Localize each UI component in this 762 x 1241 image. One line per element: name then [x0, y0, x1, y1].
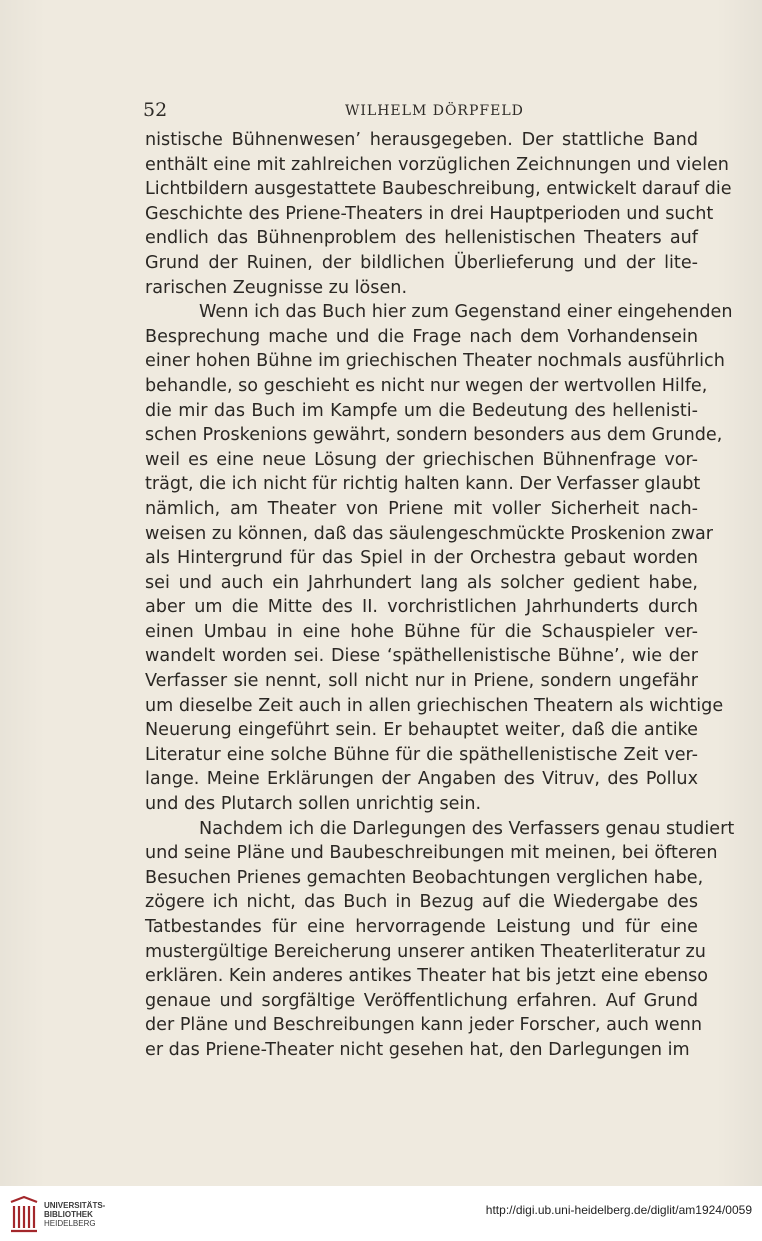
text-line: Verfasser sie nennt, soll nicht nur in Priene, sondern ungefähr	[145, 671, 698, 692]
text-line: sei und auch ein Jahrhundert lang als solcher gedient habe,	[145, 572, 698, 593]
library-name-line-1: UNIVERSITÄTS-	[44, 1201, 106, 1210]
text-line: aber um die Mitte des II. vorchristlichen Jahrhunderts durch	[145, 597, 698, 618]
text-line: Tatbestandes für eine hervorragende Leistung und für eine	[145, 917, 698, 937]
text-line: die mir das Buch im Kampfe um die Bedeutung des hellenisti-	[145, 400, 698, 421]
text-line: Besuchen Prienes gemachten Beobachtungen verglichen habe,	[145, 867, 704, 888]
text-line: erklären. Kein anderes antikes Theater hat bis jetzt eine ebenso	[145, 966, 709, 987]
page-number: 52	[143, 99, 168, 121]
text-line: enthält eine mit zahlreichen vorzüglichen Zeichnungen und vielen	[145, 154, 729, 175]
text-line: und des Plutarch sollen unrichtig sein.	[145, 794, 482, 815]
text-line: nistische Bühnenwesen’ herausgegeben. Der stattliche Band	[145, 130, 698, 150]
library-logo-icon	[8, 1194, 40, 1234]
text-line: nämlich, am Theater von Priene mit voller Sicherheit nach-	[145, 498, 698, 519]
page-header	[143, 99, 703, 125]
text-line: weil es eine neue Lösung der griechischen Bühnenfrage vor-	[145, 449, 698, 470]
text-line: behandle, so geschieht es nicht nur wegen der wertvollen Hilfe,	[145, 375, 708, 396]
text-line: Lichtbildern ausgestattete Baubeschreibung, entwickelt darauf die	[145, 179, 732, 200]
body-text	[145, 128, 735, 1063]
text-line: mustergültige Bereicherung unserer antiken Theaterliteratur zu	[145, 941, 706, 962]
text-line: er das Priene-Theater nicht gesehen hat, den Darlegungen im	[145, 1039, 690, 1060]
text-line: Neuerung eingeführt sein. Er behauptet weiter, daß die antike	[145, 720, 698, 741]
text-line: der Pläne und Beschreibungen kann jeder Forscher, auch wenn	[145, 1015, 703, 1036]
text-line: weisen zu können, daß das säulengeschmückte Proskenion zwar	[145, 523, 713, 544]
text-line: Nachdem ich die Darlegungen des Verfassers genau studiert	[199, 818, 735, 839]
text-line: als Hintergrund für das Spiel in der Orchestra gebaut worden	[145, 548, 698, 569]
text-line: Grund der Ruinen, der bildlichen Überlieferung und der lite-	[145, 252, 698, 273]
text-line: Literatur eine solche Bühne für die späthellenistische Zeit ver-	[145, 744, 698, 765]
text-line: Geschichte des Priene-Theaters in drei Hauptperioden und sucht	[145, 203, 714, 224]
text-line: einen Umbau in eine hohe Bühne für die Schauspieler ver-	[145, 621, 698, 642]
footer-bar	[0, 1186, 762, 1241]
text-line: um dieselbe Zeit auch in allen griechischen Theatern als wichtige	[145, 695, 724, 716]
text-line: schen Proskenions gewährt, sondern besonders aus dem Grunde,	[145, 425, 723, 446]
text-line: wandelt worden sei. Diese ‘späthellenistische Bühne’, wie der	[145, 646, 698, 667]
text-line: genaue und sorgfältige Veröffentlichung erfahren. Auf Grund	[145, 990, 698, 1011]
text-line: rarischen Zeugnisse zu lösen.	[145, 277, 408, 298]
text-line: lange. Meine Erklärungen der Angaben des Vitruv, des Pollux	[145, 769, 698, 790]
library-name	[44, 1201, 105, 1228]
text-line: und seine Pläne und Baubeschreibungen mit meinen, bei öfteren	[145, 843, 718, 864]
library-name-line-3: HEIDELBERG	[44, 1219, 96, 1228]
library-name-line-2: BIBLIOTHEK	[44, 1210, 93, 1219]
text-line: zögere ich nicht, das Buch in Bezug auf die Wiedergabe des	[145, 892, 698, 913]
text-line: Besprechung mache und die Frage nach dem Vorhandensein	[145, 326, 698, 347]
text-line: endlich das Bühnenproblem des hellenistischen Theaters auf	[145, 228, 698, 249]
running-title: WILHELM DÖRPFELD	[345, 103, 524, 119]
text-line: einer hohen Bühne im griechischen Theater nochmals ausführlich	[145, 351, 725, 372]
source-url-link[interactable]: http://digi.ub.uni-heidelberg.de/diglit/am1924/0059	[485, 1203, 752, 1217]
text-line: trägt, die ich nicht für richtig halten kann. Der Verfasser glaubt	[145, 474, 701, 495]
text-line: Wenn ich das Buch hier zum Gegenstand einer eingehenden	[199, 302, 733, 323]
